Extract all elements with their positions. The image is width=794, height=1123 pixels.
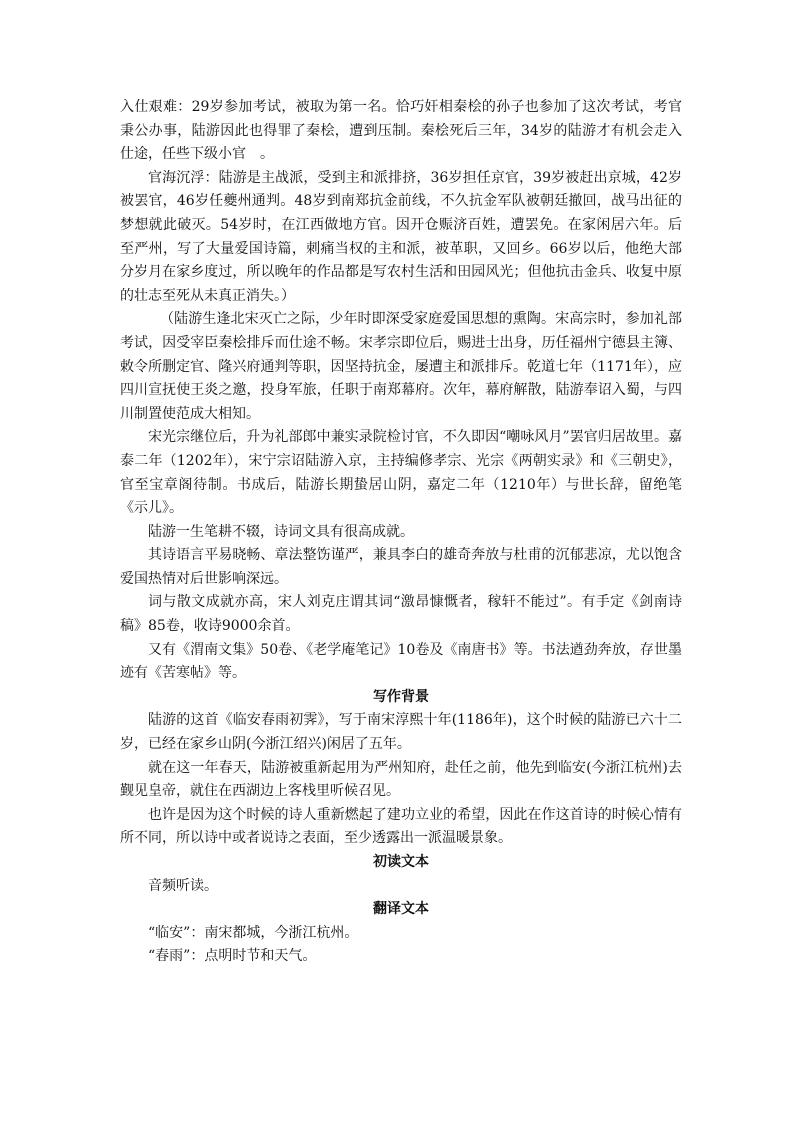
- translation-note: “春雨”：点明时节和天气。: [148, 948, 317, 965]
- paragraph-achievements: 陆游一生笔耕不辍，诗词文具有很高成就。: [148, 523, 414, 540]
- paragraph-other-works: 又有《渭南文集》50卷、《老学庵笔记》10卷及《南唐书》等。书法遒劲奔放，存世墨迹有《苦寒帖》等。: [120, 641, 682, 682]
- paragraph-writing-background: 就在这一年春天，陆游被重新起用为严州知府，赴任之前，他先到临安(今浙江杭州)去觐见皇帝，就住在西湖边上客栈里听候召见。: [120, 759, 682, 800]
- document-page: [120, 96, 682, 969]
- section-heading-writing-background: 写作背景: [373, 688, 429, 705]
- section-heading-translation: 翻译文本: [373, 901, 429, 918]
- section-heading-first-reading: 初读文本: [373, 854, 429, 870]
- paragraph-writing-background: 陆游的这首《临安春雨初霁》，写于南宋淳熙十年(1186年)，这个时候的陆游已六十二岁，已经在家乡山阴(今浙江绍兴)闲居了五年。: [120, 712, 682, 753]
- paragraph-ci-and-prose: 词与散文成就亦高，宋人刘克庄谓其词“激昂慷慨者，稼轩不能过”。有手定《剑南诗稿》85卷，收诗9000余首。: [120, 594, 682, 635]
- paragraph-career-start: 入仕艰难：29岁参加考试，被取为第一名。恰巧奸相秦桧的孙子也参加了这次考试，考官秉公办事，陆游因此也得罪了秦桧，遭到压制。秦桧死后三年，34岁的陆游才有机会走入仕途，任些下级小官 。: [120, 99, 682, 163]
- paragraph-first-reading: 音频听读。: [148, 877, 218, 894]
- translation-note: “临安”：南宋都城，今浙江杭州。: [148, 924, 359, 941]
- paragraph-writing-background: 也许是因为这个时候的诗人重新燃起了建功立业的希望，因此在作这首诗的时候心情有所不同，所以诗中或者说诗之表面，至少透露出一派温暖景象。: [120, 806, 682, 847]
- paragraph-later-years: 宋光宗继位后，升为礼部郎中兼实录院检讨官，不久即因“嘲咏风月”罢官归居故里。嘉泰二年（1202年），宋宁宗诏陆游入京，主持编修孝宗、光宗《两朝实录》和《三朝史》，官至宝章阁待制。书成后，陆游长期蛰居山阴，嘉定二年（1210年）与世长辞，留绝笔《示儿》。: [120, 429, 682, 517]
- paragraph-poetry-style: 其诗语言平易晓畅、章法整饬谨严，兼具李白的雄奇奔放与杜甫的沉郁悲凉，尤以饱含爱国热情对后世影响深远。: [120, 547, 682, 587]
- paragraph-biography: （陆游生逢北宋灭亡之际，少年时即深受家庭爱国思想的熏陶。宋高宗时，参加礼部考试，因受宰臣秦桧排斥而仕途不畅。宋孝宗即位后，赐进士出身，历任福州宁德县主簿、敕令所删定官、隆兴府通判等职，因坚持抗金，屡遭主和派排斥。乾道七年（1171年），应四川宣抚使王炎之邀，投身军旅，任职于南郑幕府。次年，幕府解散，陆游奉诏入蜀，与四川制置使范成大相知。: [120, 311, 682, 422]
- paragraph-official-career: 官海沉浮：陆游是主战派，受到主和派排挤，36岁担任京官，39岁被赶出京城，42岁被罢官，46岁任夔州通判。48岁到南郑抗金前线，不久抗金军队被朝廷撤回，战马出征的梦想就此破灭。54岁时，在江西做地方官。因开仓赈济百姓，遭罢免。在家闲居六年。后至严州，写了大量爱国诗篇，刺痛当权的主和派，被革职，又回乡。66岁以后，他绝大部分岁月在家乡度过，所以晚年的作品都是写农村生活和田园风光；但他抗击金兵、收复中原的壮志至死从未真正消失。）: [120, 169, 682, 304]
